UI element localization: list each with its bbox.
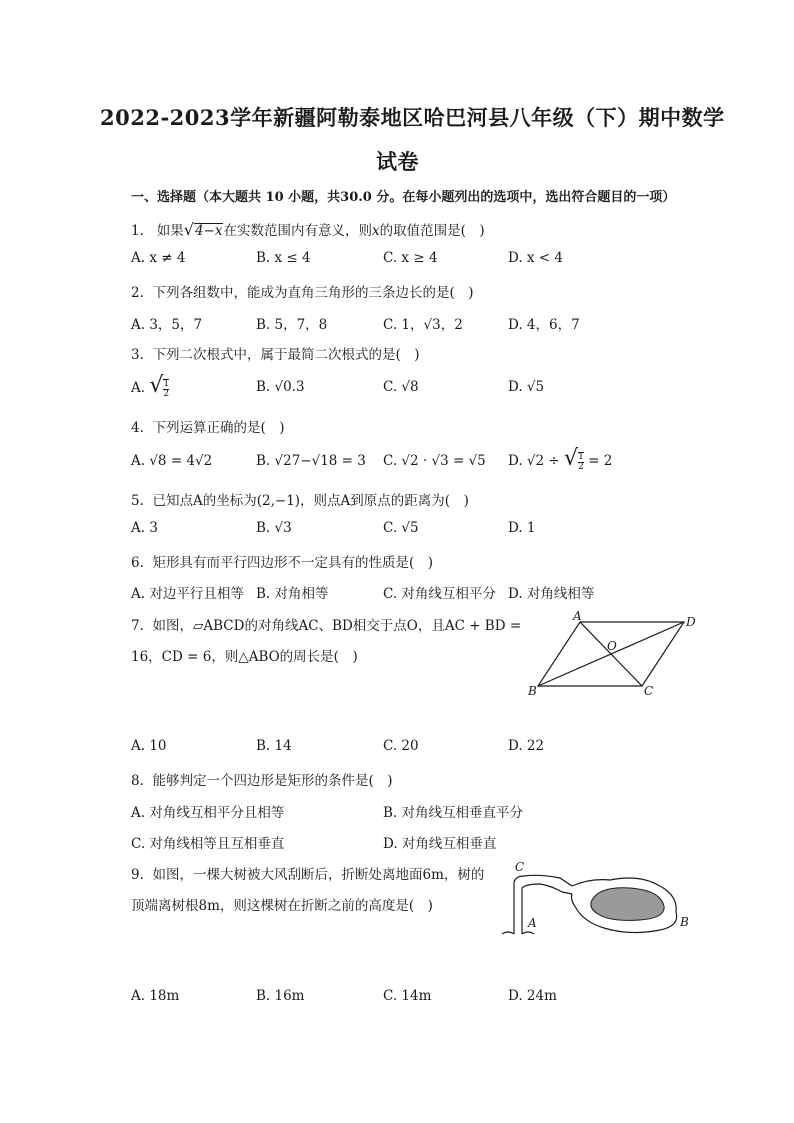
option-b: B. 16m [256, 988, 305, 1004]
option-d: D. 对角线互相垂直 [383, 836, 497, 852]
question-stem: 已知点A的坐标为(2,−1)，则点A到原点的距离为( ) [152, 493, 469, 509]
option-a: A. x ≠ 4 [131, 250, 186, 266]
option-a: A. 10 [131, 738, 167, 754]
label-b: B [528, 684, 537, 698]
option-a: A. 3，5，7 [131, 317, 203, 333]
question-7-line2: 16，CD = 6，则△ABO的周长是( ) [131, 649, 358, 665]
question-9-line2: 顶端离树根8m，则这棵树在折断之前的高度是( ) [131, 898, 433, 914]
option-c: C. √2 · √3 = √5 [383, 453, 486, 469]
label-a: A [528, 916, 537, 930]
question-8 [131, 769, 393, 789]
option-c: C. 20 [383, 738, 419, 754]
option-b: B. x ≤ 4 [256, 250, 311, 266]
ground-line [502, 932, 534, 934]
page-title-line2: 试卷 [376, 149, 419, 174]
question-5 [131, 489, 469, 509]
question-stem: 下列运算正确的是( ) [152, 420, 285, 436]
label-d: D [686, 615, 696, 629]
option-d: D. 4，6，7 [508, 317, 580, 333]
label-b: B [680, 915, 689, 929]
option-b: B. √27−√18 = 3 [256, 453, 366, 469]
question-number: 2. [131, 285, 144, 301]
question-number: 4. [131, 420, 144, 436]
page-title: 2022-2023学年新疆阿勒泰地区哈巴河县八年级（下）期中数学 [100, 105, 725, 130]
tree-crown-fill [591, 888, 664, 921]
question-stem: 下列二次根式中，属于最简二次根式的是( ) [152, 347, 420, 363]
option-a: A. 3 [131, 520, 158, 536]
option-d: D. 24m [508, 988, 557, 1004]
option-b: B. 对角相等 [256, 586, 329, 602]
question-1: 1. 如果√4−x在实数范围内有意义，则x的取值范围是( ) [131, 220, 485, 239]
option-c: C. 14m [383, 988, 432, 1004]
question-stem: 矩形具有而平行四边形不一定具有的性质是( ) [152, 555, 434, 571]
radicand: 4−x [194, 223, 223, 239]
label-c: C [644, 684, 654, 698]
question-number: 7. [131, 618, 144, 634]
question-6 [131, 551, 433, 571]
parallelogram-figure [524, 608, 699, 703]
option-d: D. √5 [508, 379, 545, 395]
option-a: A. 对边平行且相等 [131, 586, 244, 602]
question-number: 1. [131, 223, 144, 239]
option-d: D. √2 ÷ √ $\frac{1}{2}$ = 2 [508, 446, 613, 472]
question-number: 5. [131, 493, 144, 509]
option-b: B. 5，7，8 [256, 317, 328, 333]
question-stem: 能够判定一个四边形是矩形的条件是( ) [152, 773, 393, 789]
question-stem: 如图，一棵大树被大风刮断后，折断处离地面6m，树的 [152, 867, 485, 883]
option-b: B. 对角线互相垂直平分 [383, 805, 524, 821]
question-9 [131, 863, 484, 883]
question-3 [131, 343, 420, 363]
option-b: B. √3 [256, 520, 292, 536]
option-c: C. 对角线相等且互相垂直 [131, 836, 285, 852]
question-number: 8. [131, 773, 144, 789]
option-b: B. √0.3 [256, 379, 305, 395]
label-a: A [573, 609, 582, 623]
broken-tree-figure [500, 856, 696, 940]
question-stem: 下列各组数中，能成为直角三角形的三条边长的是( ) [152, 285, 474, 301]
question-number: 6. [131, 555, 144, 571]
question-stem: 如果 [156, 223, 184, 239]
diagonal-bd [538, 622, 684, 686]
option-d: D. x < 4 [508, 250, 564, 266]
question-stem: 如图，▱ABCD的对角线AC、BD相交于点O，且AC + BD = [152, 618, 522, 634]
option-b: B. 14 [256, 738, 292, 754]
label-o: O [607, 639, 617, 653]
option-c: C. 对角线互相平分 [383, 586, 496, 602]
option-c: C. x ≥ 4 [383, 250, 438, 266]
question-number: 3. [131, 347, 144, 363]
question-4 [131, 416, 285, 436]
option-a: A. 对角线互相平分且相等 [131, 805, 285, 821]
question-2 [131, 281, 474, 301]
option-a: A. 18m [131, 988, 180, 1004]
option-c: C. 1，√3，2 [383, 317, 463, 333]
option-c: C. √8 [383, 379, 419, 395]
option-a: A. √8 = 4√2 [131, 453, 213, 469]
option-c: C. √5 [383, 520, 419, 536]
section-header: 一、选择题（本大题共 10 小题，共30.0 分。在每小题列出的选项中，选出符合题目的一项） [131, 190, 676, 205]
question-7 [131, 614, 521, 634]
option-d: D. 22 [508, 738, 545, 754]
option-d: D. 1 [508, 520, 536, 536]
option-a: A. √ $\frac{1}{2}$ [131, 373, 170, 399]
label-c: C [515, 860, 525, 874]
question-number: 9. [131, 867, 144, 883]
option-d: D. 对角线相等 [508, 586, 595, 602]
